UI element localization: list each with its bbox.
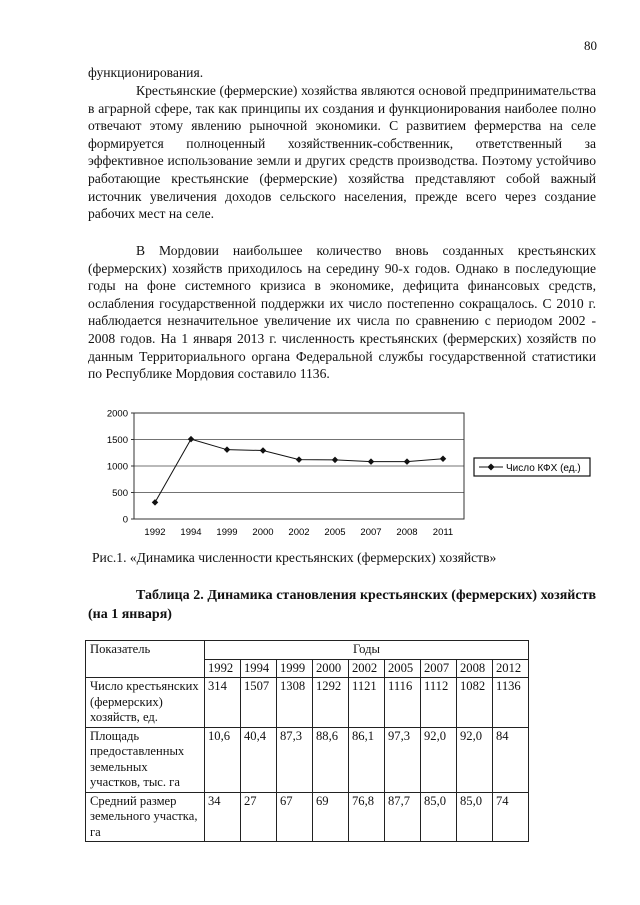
table-cell: 1112: [421, 678, 457, 728]
year-header-cell: 1994: [241, 659, 277, 678]
data-point: [188, 436, 195, 443]
table-cell: 10,6: [205, 727, 241, 792]
data-table: [85, 640, 529, 842]
table-cell: 1136: [493, 678, 529, 728]
data-point: [368, 458, 375, 465]
table-cell: 27: [241, 792, 277, 842]
table-cell: 86,1: [349, 727, 385, 792]
table-title: [88, 586, 596, 624]
row-label-cell: Число крестьянских (фермерских) хозяйств, ед.: [86, 678, 205, 728]
header-years-cell: Годы: [205, 641, 529, 660]
data-point: [440, 456, 447, 463]
table-cell: 84: [493, 727, 529, 792]
table-cell: 314: [205, 678, 241, 728]
figure-caption: Рис.1. «Динамика численности крестьянских (фермерских) хозяйств»: [92, 550, 497, 565]
table-cell: 97,3: [385, 727, 421, 792]
table-cell: 88,6: [313, 727, 349, 792]
x-axis-ticks: [144, 527, 453, 538]
table-cell: 85,0: [421, 792, 457, 842]
table-row: [86, 792, 529, 842]
table-cell: 76,8: [349, 792, 385, 842]
table-cell: 87,3: [277, 727, 313, 792]
year-header-cell: 2005: [385, 659, 421, 678]
x-tick-label: 1999: [216, 527, 238, 538]
year-header-cell: 1992: [205, 659, 241, 678]
data-point: [404, 458, 411, 465]
year-header-cell: 1999: [277, 659, 313, 678]
table-cell: 92,0: [457, 727, 493, 792]
paragraph-0: [88, 64, 596, 82]
row-label-cell: Средний размер земельного участка, га: [86, 792, 205, 842]
x-tick-label: 2008: [396, 527, 418, 538]
x-tick-label: 2005: [324, 527, 346, 538]
data-point: [224, 446, 231, 453]
table-cell: 69: [313, 792, 349, 842]
data-point: [152, 499, 159, 506]
table-cell: 1308: [277, 678, 313, 728]
table-cell: 67: [277, 792, 313, 842]
page-number: 80: [584, 38, 597, 53]
chart-legend: [474, 458, 590, 476]
data-point: [332, 457, 339, 464]
y-tick-label: 2000: [106, 408, 128, 420]
table-cell: 92,0: [421, 727, 457, 792]
line-chart: [96, 400, 596, 545]
y-tick-label: 1500: [106, 435, 128, 446]
table-cell: 87,7: [385, 792, 421, 842]
table-cell: 1116: [385, 678, 421, 728]
year-header-cell: 2007: [421, 659, 457, 678]
data-point: [260, 447, 267, 454]
x-tick-label: 2011: [432, 527, 454, 538]
x-tick-label: 2007: [360, 527, 382, 538]
y-tick-label: 1000: [106, 461, 128, 473]
table-cell: 34: [205, 792, 241, 842]
table-cell: 1292: [313, 678, 349, 728]
series-points: [152, 436, 447, 506]
chart-grid: [134, 413, 464, 519]
paragraph-0-text: функционирования.: [88, 65, 204, 80]
table-header-row: [86, 641, 529, 660]
x-tick-label: 1992: [144, 527, 166, 538]
header-label-cell: Показатель: [86, 641, 205, 678]
table-cell: 40,4: [241, 727, 277, 792]
table-cell: 74: [493, 792, 529, 842]
year-header-cell: 2008: [457, 659, 493, 678]
year-header-cell: 2000: [313, 659, 349, 678]
table-title-text: Таблица 2. Динамика становления крестьянских (фермерских) хозяйств (на 1 января): [88, 588, 596, 622]
paragraph-1: [88, 82, 596, 223]
table-cell: 1082: [457, 678, 493, 728]
y-tick-label: 500: [112, 488, 128, 499]
year-header-cell: 2002: [349, 659, 385, 678]
table-row: [86, 727, 529, 792]
table-cell: 1507: [241, 678, 277, 728]
y-tick-label: 0: [122, 514, 128, 526]
x-tick-label: 1994: [180, 527, 202, 538]
paragraph-2-text: В Мордовии наибольшее количество вновь созданных крестьянских (фермерских) хозяйств приходилось на середину 90-х годов. Однако в последующие годы на фоне системного кризиса в экономике, дефицита финансовых средств, ослабления государственной поддержки их число постепенно сокращалось. С 2010 г. наблюдается незначительное увеличение их числа по сравнению с периодом 2002 - 2008 годов. На 1 января 2013 г. численность крестьянских (фермерских) хозяйств по данным Территориального органа Федеральной службы государственной статистики по Республике Мордовия составило 1136.: [88, 243, 596, 382]
y-axis-ticks: [107, 409, 134, 526]
year-header-cell: 2012: [493, 659, 529, 678]
row-label-cell: Площадь предоставленных земельных участков, тыс. га: [86, 727, 205, 792]
paragraph-2: [88, 242, 596, 383]
paragraph-1-text: Крестьянские (фермерские) хозяйства являются основой предпринимательства в аграрной сфере, так как принципы их создания и функционирования наиболее полно отвечают этому явлению рыночной экономики. С развитием фермерства на селе формируется полноценный хозяйственник-собственник, ответственный за эффективное использование земли и других средств производства. Поэтому устойчиво работающие крестьянские (фермерские) хозяйства представляют собой важный источник увеличения доходов сельского населения, прежде всего через создание рабочих мест на селе.: [88, 83, 596, 222]
table-body: [86, 678, 529, 842]
table-cell: 1121: [349, 678, 385, 728]
x-tick-label: 2002: [288, 527, 310, 538]
x-tick-label: 2000: [252, 527, 274, 538]
data-point: [296, 456, 303, 463]
table-row: [86, 678, 529, 728]
table-cell: 85,0: [457, 792, 493, 842]
legend-label: Число КФХ (ед.): [506, 463, 581, 474]
